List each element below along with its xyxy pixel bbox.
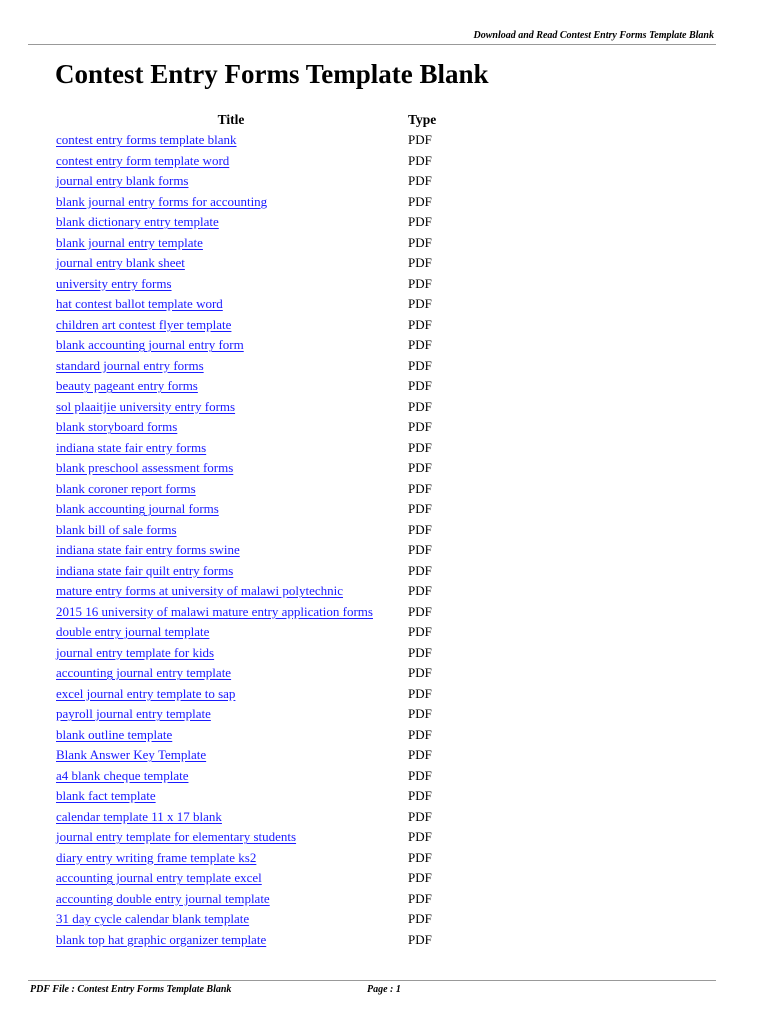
file-type-cell: PDF [408,275,432,291]
document-title-link[interactable]: blank storyboard forms [56,419,178,435]
file-type-cell: PDF [408,665,432,681]
title-cell [56,643,406,664]
title-cell [56,561,406,582]
file-type-cell: PDF [408,152,432,168]
table-row [56,745,436,766]
file-type-cell: PDF [408,767,432,783]
file-type-cell: PDF [408,193,432,209]
title-cell [56,745,406,766]
document-title-link[interactable]: accounting journal entry template [56,665,232,681]
file-type-cell: PDF [408,255,432,271]
document-title-link[interactable]: journal entry template for kids [56,644,215,660]
document-title-link[interactable]: blank outline template [56,726,173,742]
title-cell [56,417,406,438]
title-cell [56,356,406,377]
document-title-link[interactable]: payroll journal entry template [56,706,211,722]
title-cell [56,807,406,828]
title-cell [56,458,406,479]
file-type-cell: PDF [408,296,432,312]
file-type-cell: PDF [408,132,432,148]
title-cell [56,212,406,233]
document-title-link[interactable]: blank accounting journal forms [56,501,219,517]
table-row [56,889,436,910]
document-title-link[interactable]: blank coroner report forms [56,480,196,496]
file-type-cell: PDF [408,726,432,742]
table-row [56,827,436,848]
title-cell [56,397,406,418]
file-type-cell: PDF [408,214,432,230]
document-title-link[interactable]: diary entry writing frame template ks2 [56,849,257,865]
title-cell [56,520,406,541]
document-title-link[interactable]: beauty pageant entry forms [56,378,198,394]
title-cell [56,540,406,561]
document-title-link[interactable]: indiana state fair entry forms swine [56,542,240,558]
table-row [56,807,436,828]
document-title-link[interactable]: blank preschool assessment forms [56,460,234,476]
table-row [56,151,436,172]
file-type-cell: PDF [408,521,432,537]
document-title-link[interactable]: double entry journal template [56,624,210,640]
file-type-cell: PDF [408,480,432,496]
document-title-link[interactable]: journal entry blank forms [56,173,189,189]
document-title-link[interactable]: mature entry forms at university of malawi polytechnic [56,583,343,599]
table-row [56,479,436,500]
document-title-link[interactable]: sol plaaitjie university entry forms [56,398,236,414]
file-type-cell: PDF [408,685,432,701]
file-type-cell: PDF [408,501,432,517]
title-cell [56,786,406,807]
file-type-cell: PDF [408,439,432,455]
table-row [56,602,436,623]
table-row [56,909,436,930]
table-row [56,233,436,254]
table-row [56,622,436,643]
document-title-link[interactable]: accounting double entry journal template [56,890,270,906]
table-row [56,868,436,889]
file-type-cell: PDF [408,808,432,824]
column-header-title: Title [217,112,245,127]
file-type-cell: PDF [408,706,432,722]
title-cell [56,930,406,951]
table-row [56,663,436,684]
file-type-cell: PDF [408,603,432,619]
table-row [56,766,436,787]
file-type-cell: PDF [408,562,432,578]
title-cell [56,376,406,397]
table-header-row [56,110,436,130]
document-title-link[interactable]: excel journal entry template to sap [56,685,236,701]
title-cell [56,827,406,848]
table-row [56,315,436,336]
table-row [56,725,436,746]
table-row [56,130,436,151]
title-cell [56,294,406,315]
title-cell [56,663,406,684]
document-title-link[interactable]: children art contest flyer template [56,316,232,332]
table-row [56,356,436,377]
table-row [56,171,436,192]
document-title-link[interactable]: Blank Answer Key Template [56,747,207,763]
table-body [56,130,436,950]
file-type-cell: PDF [408,337,432,353]
file-type-cell: PDF [408,931,432,947]
title-cell [56,253,406,274]
title-cell [56,704,406,725]
table-row [56,499,436,520]
document-title: Contest Entry Forms Template Blank [55,59,489,89]
table-row [56,438,436,459]
table-row [56,253,436,274]
title-cell [56,233,406,254]
file-type-cell: PDF [408,644,432,660]
file-type-cell: PDF [408,788,432,804]
table-row [56,643,436,664]
file-type-cell: PDF [408,829,432,845]
file-type-cell: PDF [408,316,432,332]
file-type-cell: PDF [408,460,432,476]
title-cell [56,192,406,213]
document-listing-table [56,110,436,950]
file-type-cell: PDF [408,583,432,599]
title-cell [56,438,406,459]
document-title-link[interactable]: blank fact template [56,788,156,804]
document-title-link[interactable]: accounting journal entry template excel [56,870,262,886]
title-cell [56,868,406,889]
title-cell [56,499,406,520]
title-cell [56,848,406,869]
document-title-link[interactable]: hat contest ballot template word [56,296,223,312]
title-cell [56,315,406,336]
document-title-link[interactable]: blank dictionary entry template [56,214,219,230]
footer-page-number: Page : 1 [367,984,401,995]
title-cell [56,171,406,192]
file-type-cell: PDF [408,624,432,640]
page-header: Download and Read Contest Entry Forms Template Blank [473,30,714,41]
header-divider [28,44,716,45]
title-cell [56,479,406,500]
table-row [56,786,436,807]
table-row [56,684,436,705]
footer-divider [28,980,716,981]
title-cell [56,130,406,151]
table-row [56,848,436,869]
table-row [56,458,436,479]
file-type-cell: PDF [408,398,432,414]
table-row [56,417,436,438]
table-row [56,520,436,541]
document-title-link[interactable]: contest entry forms template blank [56,132,237,148]
document-title-link[interactable]: blank bill of sale forms [56,521,177,537]
document-title-link[interactable]: university entry forms [56,275,172,291]
document-title-link[interactable]: calendar template 11 x 17 blank [56,808,222,824]
footer-file-label: PDF File : Contest Entry Forms Template Blank [30,984,232,995]
file-type-cell: PDF [408,419,432,435]
file-type-cell: PDF [408,747,432,763]
table-row [56,376,436,397]
document-title-link[interactable]: 31 day cycle calendar blank template [56,911,250,927]
file-type-cell: PDF [408,849,432,865]
table-row [56,704,436,725]
document-title-link[interactable]: journal entry template for elementary students [56,829,297,845]
title-cell [56,335,406,356]
document-title-link[interactable]: blank journal entry template [56,234,203,250]
document-title-link[interactable]: blank accounting journal entry form [56,337,244,353]
title-cell [56,684,406,705]
file-type-cell: PDF [408,890,432,906]
title-cell [56,889,406,910]
file-type-cell: PDF [408,378,432,394]
title-cell [56,766,406,787]
column-header-type: Type [408,112,437,127]
document-title-link[interactable]: journal entry blank sheet [56,255,185,271]
table-row [56,274,436,295]
title-cell [56,274,406,295]
title-cell [56,602,406,623]
table-row [56,561,436,582]
document-title-link[interactable]: standard journal entry forms [56,357,204,373]
document-title-link[interactable]: blank top hat graphic organizer template [56,931,267,947]
document-title-link[interactable]: 2015 16 university of malawi mature entry application forms [56,603,373,619]
document-title-link[interactable]: indiana state fair entry forms [56,439,207,455]
table-row [56,294,436,315]
title-cell [56,909,406,930]
table-row [56,335,436,356]
title-cell [56,725,406,746]
title-cell [56,151,406,172]
table-row [56,581,436,602]
file-type-cell: PDF [408,357,432,373]
table-row [56,192,436,213]
table-row [56,930,436,951]
file-type-cell: PDF [408,542,432,558]
file-type-cell: PDF [408,911,432,927]
file-type-cell: PDF [408,870,432,886]
table-row [56,397,436,418]
title-cell [56,622,406,643]
document-title-link[interactable]: a4 blank cheque template [56,767,189,783]
table-row [56,212,436,233]
document-title-link[interactable]: blank journal entry forms for accounting [56,193,268,209]
file-type-cell: PDF [408,173,432,189]
file-type-cell: PDF [408,234,432,250]
table-row [56,540,436,561]
title-cell [56,581,406,602]
document-title-link[interactable]: contest entry form template word [56,152,230,168]
document-title-link[interactable]: indiana state fair quilt entry forms [56,562,234,578]
